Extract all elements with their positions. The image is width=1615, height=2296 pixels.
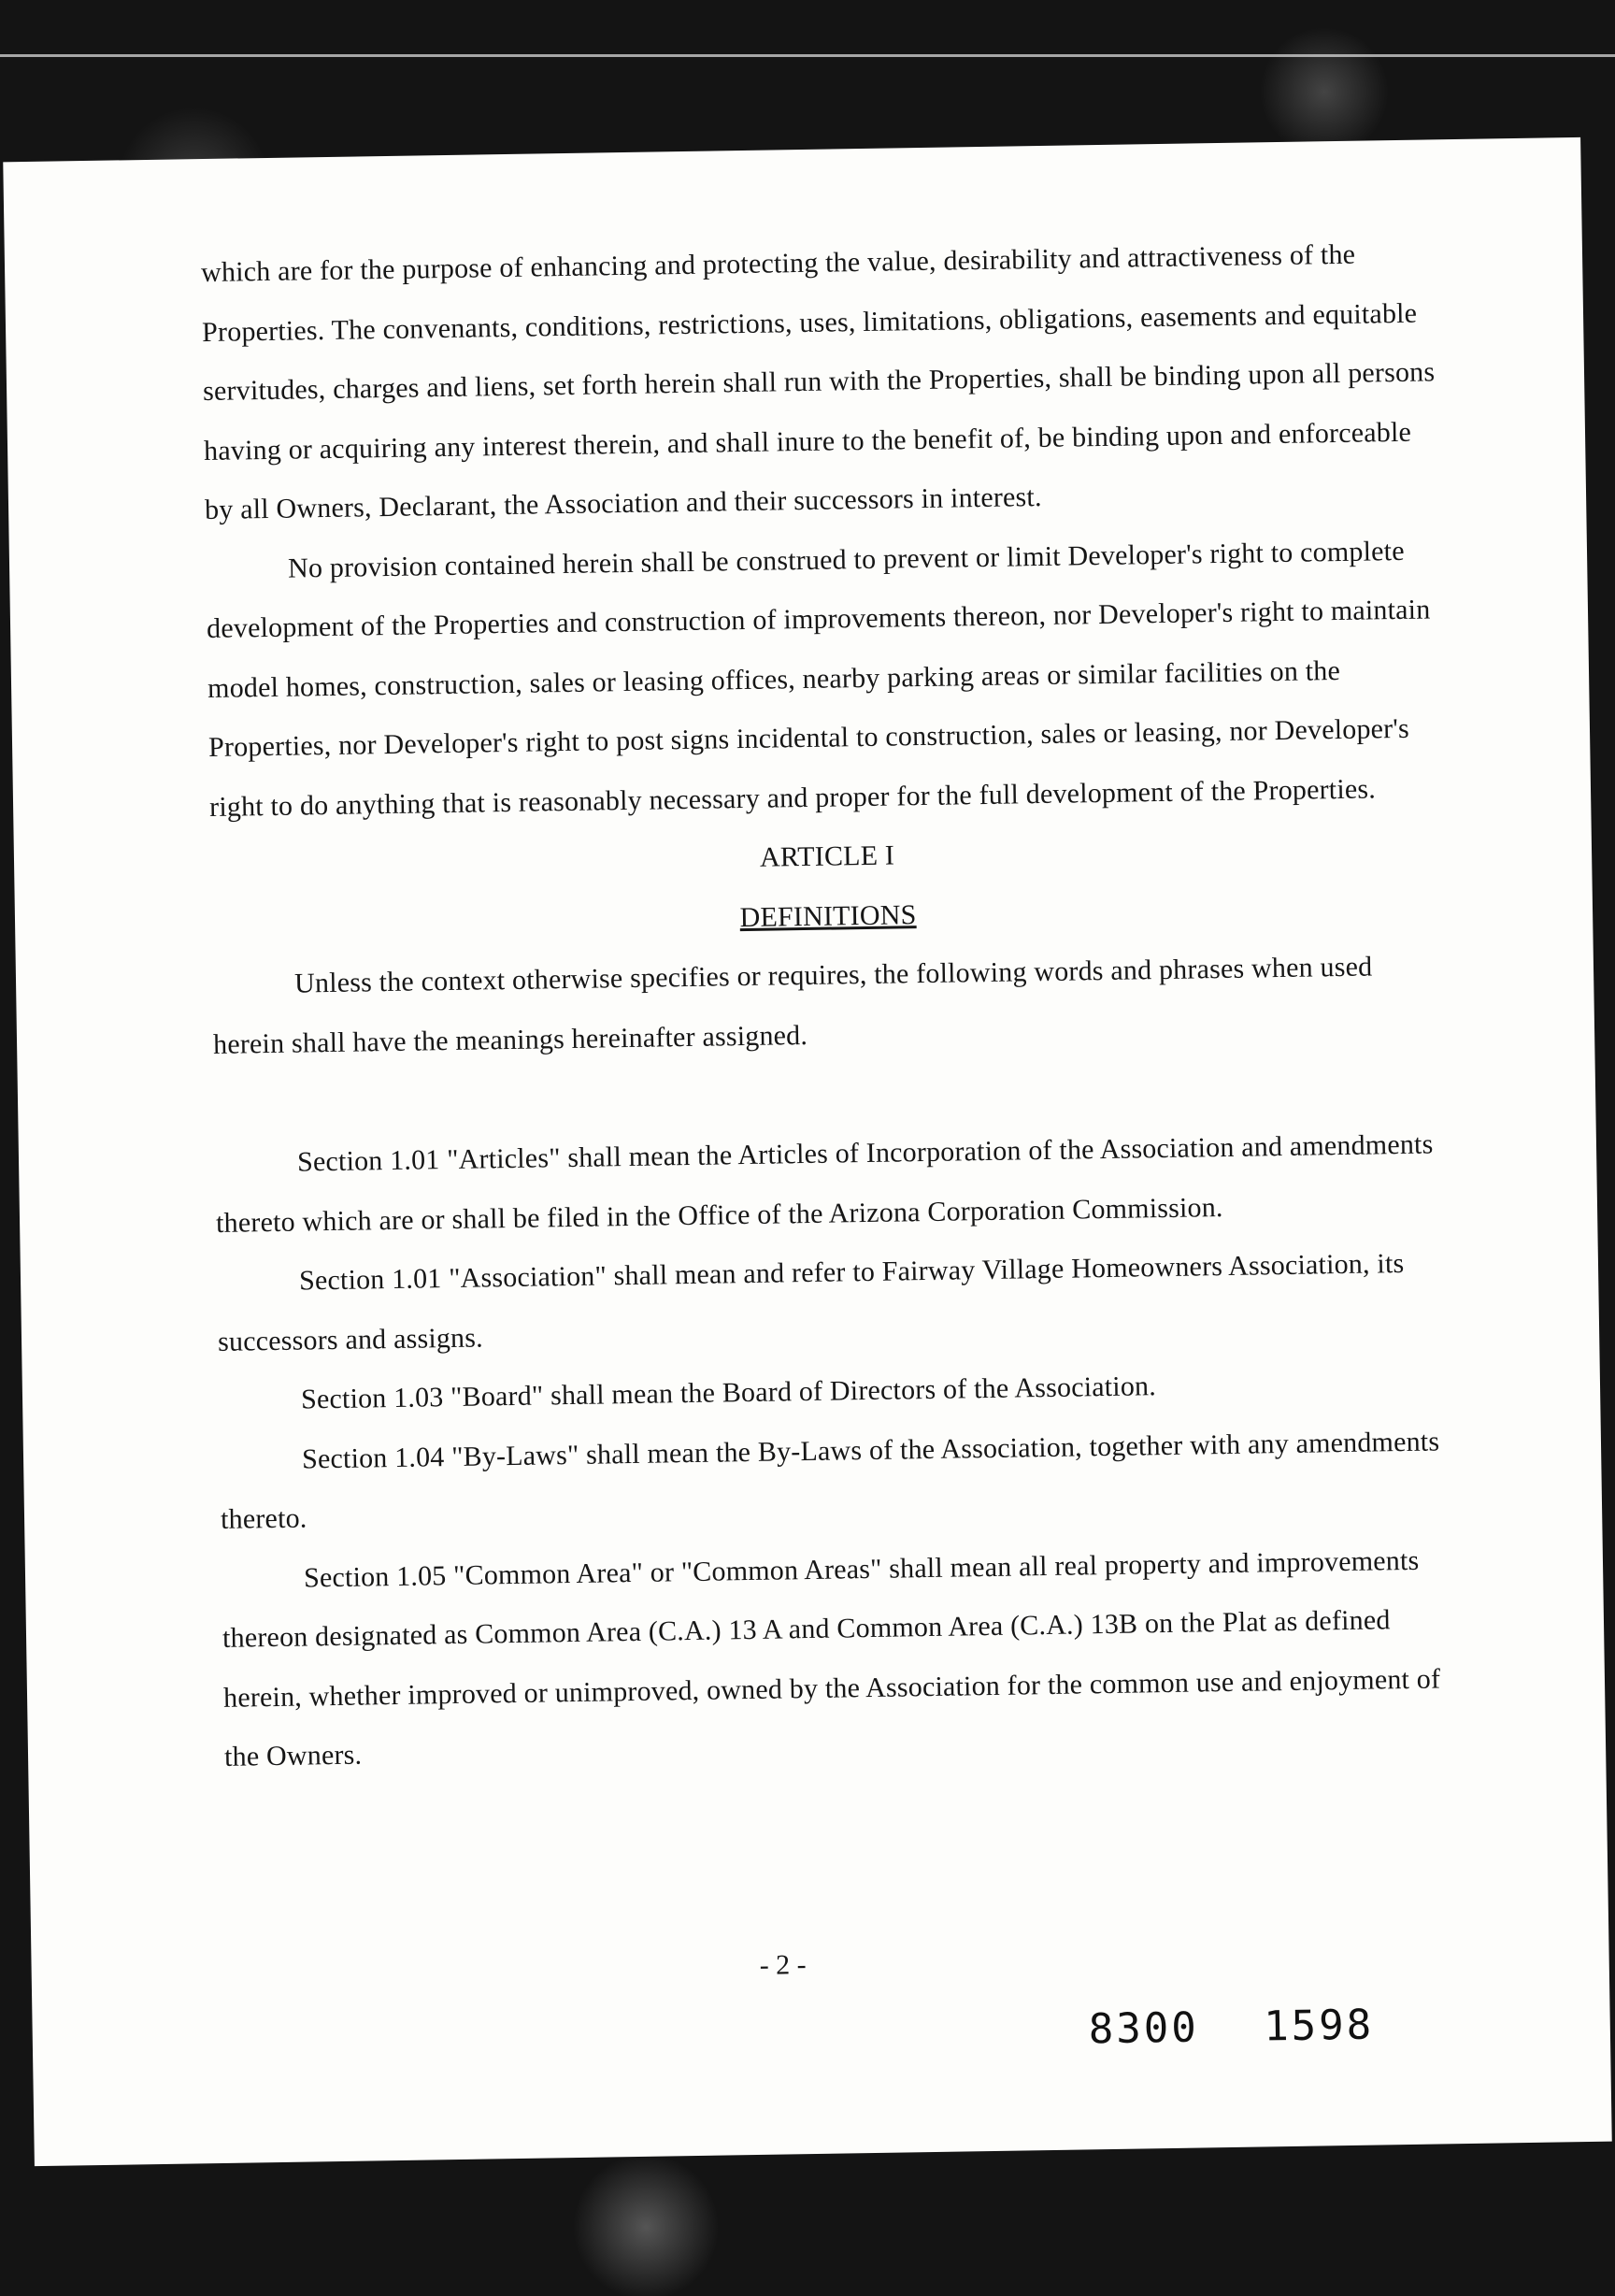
article-title: DEFINITIONS xyxy=(739,898,917,933)
document-page xyxy=(3,137,1611,2166)
article-number: ARTICLE I xyxy=(759,839,895,873)
section-association: Section 1.01 "Association" shall mean and refer to Fairway Village Homeowners Association, its successors and assigns. xyxy=(217,1247,1405,1357)
section-common-area: Section 1.05 "Common Area" or "Common Areas" shall mean all real property and improvements thereon designated as Common Area (C.A.) 13 A and Common Area (C.A.) 13B on the Plat as defined herein, whether improved or unimproved, owned by the Association for the common use and enjoyment of the Owners. xyxy=(222,1544,1441,1772)
section-board: Section 1.03 "Board" shall mean the Board of Directors of the Association. xyxy=(300,1370,1157,1415)
paragraph-covenants: which are for the purpose of enhancing and protecting the value, desirability and attractiveness of the Properties. The convenants, conditions, restrictions, uses, limitations, obligations, easements and equitable servitudes, charges and liens, set forth herein shall run with the Properties, shall be binding upon all persons having or acquiring any interest therein, and shall inure to the benefit of, be binding upon and enforceable by all Owners, Declarant, the Association and their successors in interest. xyxy=(200,238,1436,526)
section-articles: Section 1.01 "Articles" shall mean the Articles of Incorporation of the Association and amendments thereto which are or shall be filed in the Office of the Arizona Corporation Commission. xyxy=(215,1128,1434,1239)
paragraph-developer-rights: No provision contained herein shall be construed to prevent or limit Developer's right to complete development of the Properties and construction of improvements thereon, nor Developer's right to maintain model homes, construction, sales or leasing offices, nearby parking areas or similar facilities on the Properties, nor Developer's right to post signs incidental to construction, sales or leasing, nor Developer's right to do anything that is reasonably necessary and proper for the full development of the Properties. xyxy=(206,535,1431,823)
definitions-intro: Unless the context otherwise specifies or requires, the following words and phrases when used herein shall have the meanings hereinafter assigned. xyxy=(212,951,1373,1060)
scan-edge-line xyxy=(0,54,1615,57)
recording-number: 8300 1598 xyxy=(1088,2001,1375,2054)
page-number: - 2 - xyxy=(759,1949,807,1981)
section-bylaws: Section 1.04 "By-Laws" shall mean the By-Laws of the Association, together with any amendments thereto. xyxy=(220,1425,1440,1535)
document-body xyxy=(201,223,1459,1787)
